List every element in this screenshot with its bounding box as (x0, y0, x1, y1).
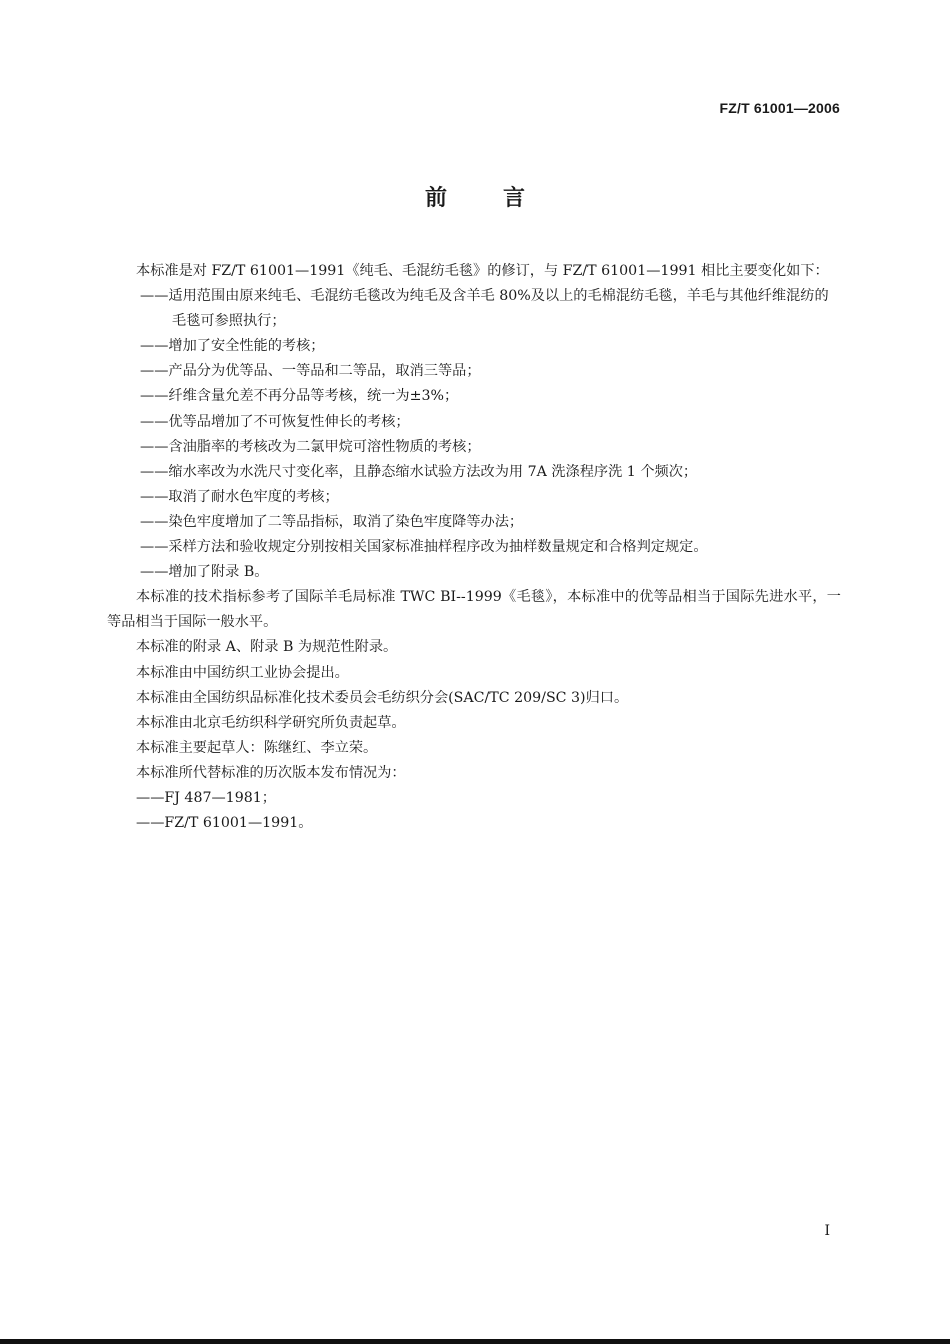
page-number: I (824, 1223, 830, 1239)
document-body (107, 259, 841, 836)
title-char-1: 前 (424, 186, 447, 211)
list-item: ——纤维含量允差不再分品等考核，统一为±3%； (140, 388, 459, 405)
list-item: ——采样方法和验收规定分别按相关国家标准抽样程序改为抽样数量规定和合格判定规定。 (140, 539, 708, 556)
list-item: ——染色牢度增加了二等品指标，取消了染色牢度降等办法； (140, 513, 524, 530)
list-item: ——适用范围由原来纯毛、毛混纺毛毯改为纯毛及含羊毛 80%及以上的毛棉混纺毛毯，羊毛与其他纤维混纺的毛毯可参照执行； (140, 288, 829, 330)
paragraph-drafters: 本标准主要起草人：陈继红、李立荣。 (136, 739, 378, 756)
paragraph-history: 本标准所代替标准的历次版本发布情况为： (136, 764, 406, 781)
paragraph-drafting-unit: 本标准由北京毛纺织科学研究所负责起草。 (136, 714, 406, 731)
list-item: ——含油脂率的考核改为二氯甲烷可溶性物质的考核； (140, 438, 481, 455)
bottom-divider (0, 1339, 950, 1344)
list-item: ——取消了耐水色牢度的考核； (140, 488, 339, 505)
paragraph-annex: 本标准的附录 A、附录 B 为规范性附录。 (136, 639, 398, 656)
history-item: ——FZ/T 61001—1991。 (136, 815, 313, 832)
list-item: ——增加了附录 B。 (140, 564, 269, 581)
document-code: FZ/T 61001—2006 (719, 100, 840, 116)
list-item: ——增加了安全性能的考核； (140, 338, 325, 355)
history-item: ——FJ 487—1981； (136, 789, 276, 806)
list-item: ——优等品增加了不可恢复性伸长的考核； (140, 413, 410, 430)
list-item: ——产品分为优等品、一等品和二等品，取消三等品； (140, 363, 481, 380)
paragraph-committee: 本标准由全国纺织品标准化技术委员会毛纺织分会(SAC/TC 209/SC 3)归口。 (136, 689, 629, 706)
paragraph-intro: 本标准是对 FZ/T 61001—1991《纯毛、毛混纺毛毯》的修订，与 FZ/T 61001—1991 相比主要变化如下： (136, 263, 829, 279)
title-char-2: 言 (503, 186, 526, 211)
paragraph-technical-reference: 本标准的技术指标参考了国际羊毛局标准 TWC BI--1999《毛毯》，本标准中的优等品相当于国际先进水平，一等品相当于国际一般水平。 (107, 589, 841, 631)
page-title (0, 181, 950, 212)
paragraph-proposer: 本标准由中国纺织工业协会提出。 (136, 664, 349, 681)
list-item: ——缩水率改为水洗尺寸变化率，且静态缩水试验方法改为用 7A 洗涤程序洗 1 个频次； (140, 463, 698, 480)
